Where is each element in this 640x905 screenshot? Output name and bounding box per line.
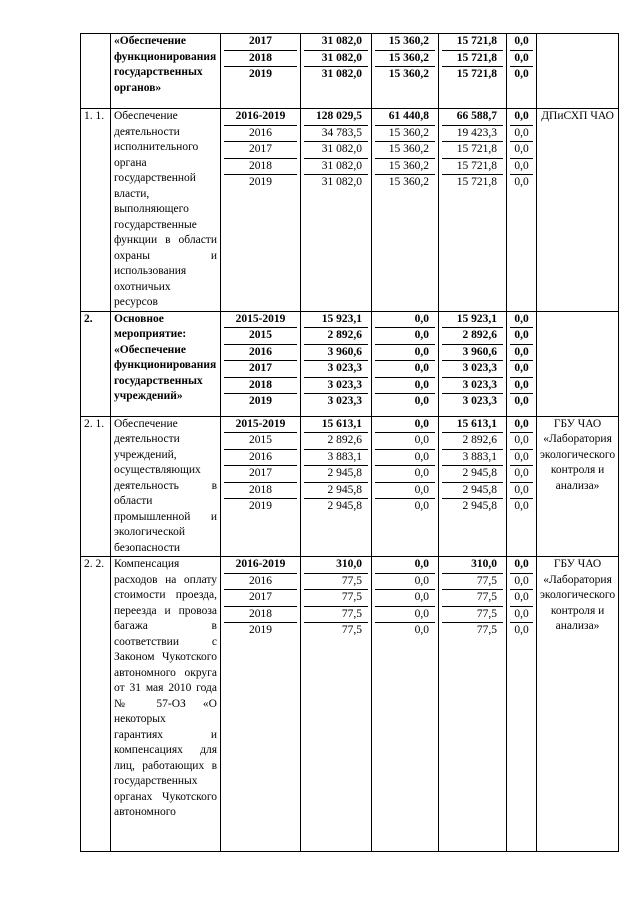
regional-cell: 77,5 [442,574,503,591]
other-cell: 0,0 [510,142,533,159]
table-row [81,557,619,852]
year-cell-group [221,311,301,416]
federal-cell: 0,0 [375,607,435,624]
total-cell-group [301,416,372,557]
year-cell: 2017 [224,466,297,483]
other-cell-group [507,416,537,557]
federal-cell: 15 360,2 [375,126,435,143]
activity-name: Основное мероприятие: «Обеспечение функционирования государственных учреждений» [111,311,221,416]
row-number [81,34,111,109]
regional-cell: 66 588,7 [442,109,503,126]
other-cell: 0,0 [510,159,533,176]
federal-cell: 15 360,2 [388,68,429,80]
regional-cell: 3 023,3 [442,361,503,378]
other-cell-group [507,34,537,109]
other-cell: 0,0 [510,466,533,483]
regional-cell-group [439,109,507,312]
total-cell: 2 892,6 [304,433,368,450]
regional-cell: 3 883,1 [442,450,503,467]
federal-cell: 0,0 [375,345,435,362]
other-cell: 0,0 [510,433,533,450]
federal-cell: 15 360,2 [388,176,429,188]
regional-cell: 310,0 [442,557,503,574]
total-cell: 3 960,6 [304,345,368,362]
year-cell-group [221,109,301,312]
other-cell: 0,0 [510,51,533,68]
regional-cell: 19 423,3 [442,126,503,143]
regional-cell-group [439,34,507,109]
total-cell-group [301,109,372,312]
other-cell: 0,0 [510,483,533,500]
total-cell: 31 082,0 [304,159,368,176]
other-cell: 0,0 [510,34,533,51]
total-cell: 2 945,8 [327,500,362,512]
other-cell: 0,0 [510,126,533,143]
other-cell: 0,0 [510,345,533,362]
regional-cell: 15 721,8 [456,176,497,188]
year-cell: 2018 [224,378,297,395]
year-cell: 2015-2019 [224,417,297,434]
year-cell: 2017 [224,142,297,159]
total-cell-group [301,34,372,109]
other-cell: 0,0 [510,590,533,607]
table-row [81,416,619,557]
regional-cell: 3 960,6 [442,345,503,362]
regional-cell: 2 945,8 [442,483,503,500]
federal-cell: 0,0 [375,417,435,434]
other-cell: 0,0 [514,500,529,512]
year-cell: 2015 [224,433,297,450]
federal-cell: 15 360,2 [375,34,435,51]
federal-cell: 0,0 [375,433,435,450]
year-cell: 2015-2019 [224,312,297,329]
year-cell: 2015 [224,328,297,345]
year-cell: 2017 [224,34,297,51]
federal-cell: 15 360,2 [375,51,435,68]
responsible-executor: ДПиСХП ЧАО [537,109,619,312]
federal-cell-group [372,311,439,416]
federal-cell: 0,0 [375,450,435,467]
total-cell: 310,0 [304,557,368,574]
federal-cell: 0,0 [414,624,429,636]
table-row [81,34,619,109]
total-cell: 15 613,1 [304,417,368,434]
activity-name: Обеспечение деятельности учреждений, осуществляющих деятельность в области промышленной и экологической безопасности [111,416,221,557]
total-cell: 3 023,3 [327,395,362,407]
year-cell: 2016 [224,574,297,591]
total-cell: 2 945,8 [304,483,368,500]
regional-cell: 77,5 [442,590,503,607]
regional-cell-group [439,416,507,557]
total-cell: 2 945,8 [304,466,368,483]
year-cell: 2016-2019 [224,109,297,126]
year-cell-group [221,557,301,852]
year-cell: 2017 [224,361,297,378]
federal-cell: 0,0 [375,378,435,395]
other-cell-group [507,557,537,852]
regional-cell: 2 945,8 [442,466,503,483]
year-cell: 2016 [224,450,297,467]
other-cell: 0,0 [514,176,529,188]
responsible-executor [537,34,619,109]
year-cell: 2019 [249,395,272,407]
regional-cell: 15 721,8 [442,159,503,176]
other-cell: 0,0 [510,361,533,378]
total-cell: 77,5 [304,607,368,624]
year-cell: 2017 [224,590,297,607]
row-number: 2. 1. [81,416,111,557]
other-cell: 0,0 [510,450,533,467]
regional-cell: 15 721,8 [442,142,503,159]
total-cell: 3 883,1 [304,450,368,467]
federal-cell: 61 440,8 [375,109,435,126]
total-cell: 31 082,0 [304,51,368,68]
activity-name: Обеспечение деятельности исполнительного органа государственной власти, выполняющего государственные функции в области охраны и использования охотничьих ресурсов [111,109,221,312]
other-cell: 0,0 [510,378,533,395]
regional-cell: 3 023,3 [442,378,503,395]
other-cell: 0,0 [514,624,529,636]
year-cell-group [221,34,301,109]
table-body [81,34,619,852]
regional-cell: 2 892,6 [442,328,503,345]
regional-cell: 15 923,1 [442,312,503,329]
federal-cell: 0,0 [414,500,429,512]
year-cell: 2019 [249,624,272,636]
other-cell: 0,0 [510,328,533,345]
federal-cell: 0,0 [375,590,435,607]
budget-table [80,33,619,852]
year-cell: 2016 [224,126,297,143]
other-cell: 0,0 [510,312,533,329]
total-cell: 15 923,1 [304,312,368,329]
federal-cell: 0,0 [375,466,435,483]
total-cell: 3 023,3 [304,378,368,395]
regional-cell: 2 945,8 [462,500,497,512]
year-cell: 2019 [249,68,272,80]
other-cell: 0,0 [510,109,533,126]
table-row [81,109,619,312]
regional-cell: 15 613,1 [442,417,503,434]
regional-cell-group [439,557,507,852]
total-cell: 31 082,0 [321,176,362,188]
federal-cell: 0,0 [414,395,429,407]
other-cell: 0,0 [510,417,533,434]
federal-cell: 0,0 [375,557,435,574]
other-cell: 0,0 [510,557,533,574]
other-cell: 0,0 [510,574,533,591]
total-cell: 3 023,3 [304,361,368,378]
federal-cell: 0,0 [375,328,435,345]
federal-cell: 0,0 [375,483,435,500]
federal-cell: 0,0 [375,574,435,591]
other-cell-group [507,311,537,416]
total-cell: 77,5 [304,574,368,591]
federal-cell-group [372,34,439,109]
responsible-executor [537,311,619,416]
activity-name: Компенсация расходов на оплату стоимости проезда, переезда и провоза багажа в соответствии с Законом Чукотского автономного округа от 31 мая 2010 года № 57-ОЗ «О некоторых гарантиях и компенсациях для лиц, работающих в государственных органах Чукотского автономного [111,557,221,852]
regional-cell-group [439,311,507,416]
regional-cell: 15 721,8 [442,51,503,68]
regional-cell: 3 023,3 [462,395,497,407]
total-cell-group [301,557,372,852]
other-cell-group [507,109,537,312]
federal-cell: 0,0 [375,312,435,329]
regional-cell: 15 721,8 [456,68,497,80]
other-cell: 0,0 [510,607,533,624]
year-cell: 2019 [249,500,272,512]
federal-cell-group [372,416,439,557]
row-number: 2. [81,311,111,416]
federal-cell-group [372,109,439,312]
regional-cell: 77,5 [442,607,503,624]
total-cell-group [301,311,372,416]
total-cell: 31 082,0 [304,142,368,159]
row-number: 2. 2. [81,557,111,852]
federal-cell-group [372,557,439,852]
row-number: 1. 1. [81,109,111,312]
total-cell: 31 082,0 [321,68,362,80]
federal-cell: 0,0 [375,361,435,378]
total-cell: 2 892,6 [304,328,368,345]
year-cell: 2018 [224,607,297,624]
table-row [81,311,619,416]
federal-cell: 15 360,2 [375,159,435,176]
year-cell: 2018 [224,159,297,176]
total-cell: 128 029,5 [304,109,368,126]
total-cell: 34 783,5 [304,126,368,143]
responsible-executor: ГБУ ЧАО «Лаборатория экологического контроля и анализа» [537,416,619,557]
year-cell: 2018 [224,51,297,68]
year-cell: 2019 [249,176,272,188]
activity-name: «Обеспечение функционирования государственных органов» [111,34,221,109]
federal-cell: 15 360,2 [375,142,435,159]
regional-cell: 2 892,6 [442,433,503,450]
total-cell: 77,5 [341,624,362,636]
year-cell: 2016-2019 [224,557,297,574]
year-cell: 2016 [224,345,297,362]
other-cell: 0,0 [514,68,529,80]
regional-cell: 15 721,8 [442,34,503,51]
responsible-executor: ГБУ ЧАО «Лаборатория экологического контроля и анализа» [537,557,619,852]
total-cell: 77,5 [304,590,368,607]
year-cell: 2018 [224,483,297,500]
other-cell: 0,0 [514,395,529,407]
year-cell-group [221,416,301,557]
total-cell: 31 082,0 [304,34,368,51]
regional-cell: 77,5 [476,624,497,636]
